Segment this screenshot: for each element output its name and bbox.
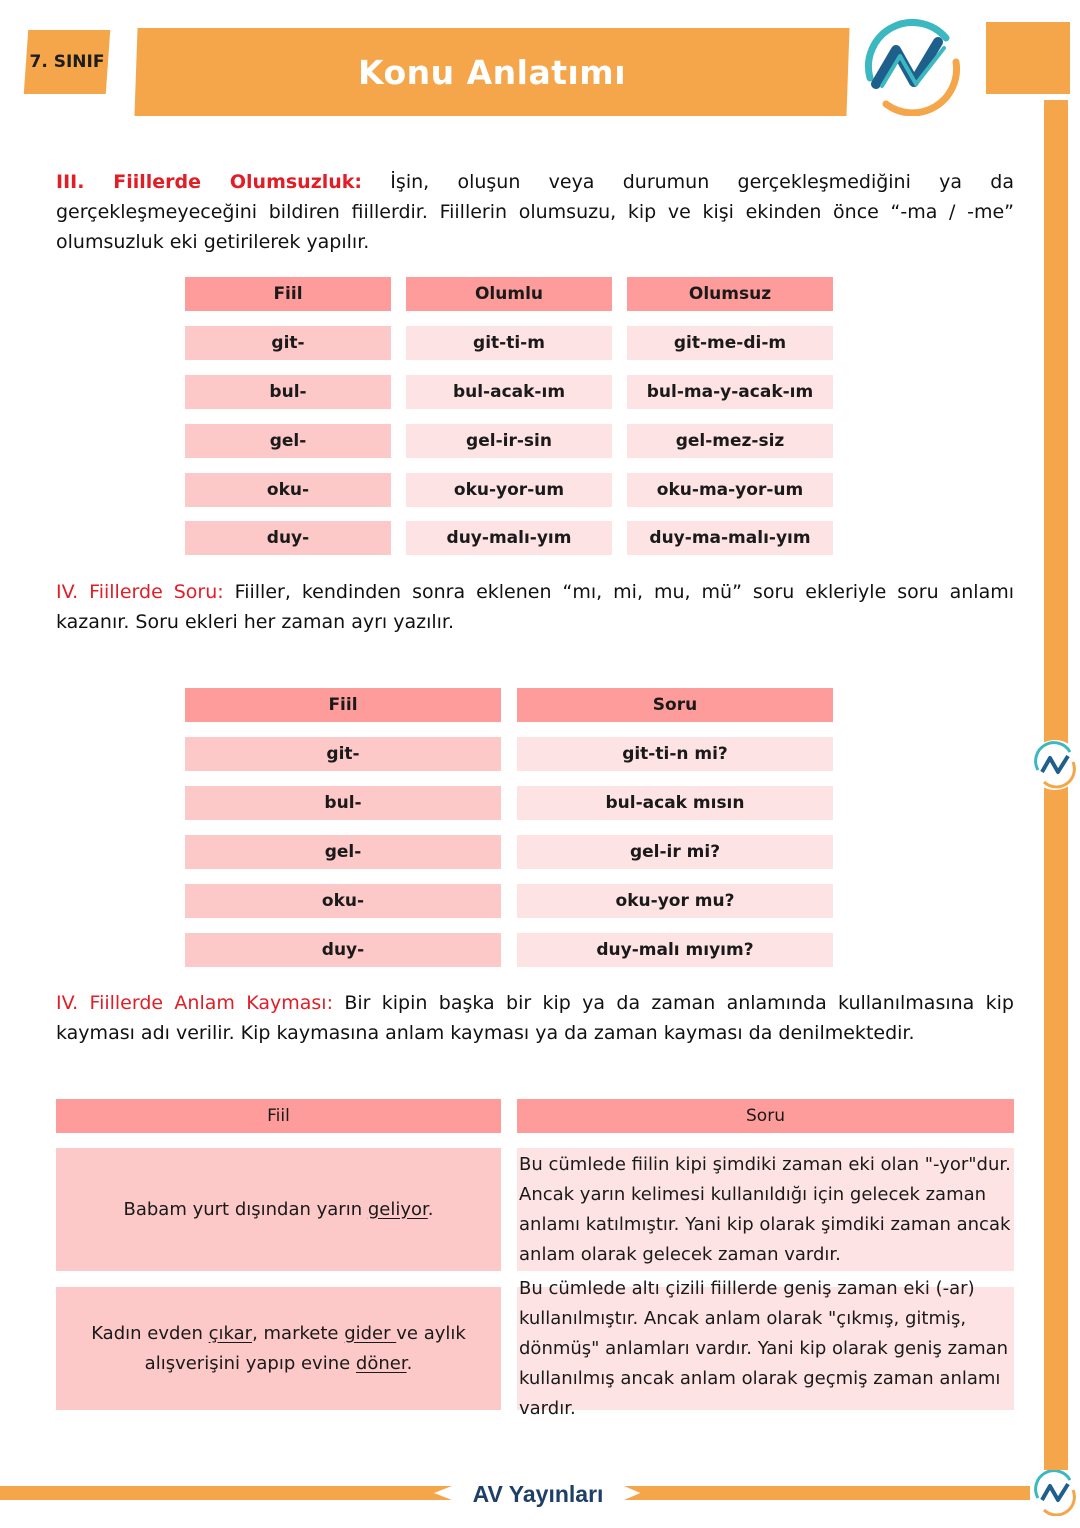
sentence-text: . xyxy=(406,1352,413,1374)
table-header: Fiil xyxy=(185,688,501,722)
footer-left-bar xyxy=(0,1486,452,1500)
table-cell: git- xyxy=(185,737,501,771)
section-anlam-kaymasi-heading: IV. Fiillerde Anlam Kayması: xyxy=(56,992,333,1014)
table-cell: git-ti-n mi? xyxy=(517,737,833,771)
section-anlam-kaymasi-body: Bir kipin başka bir kip ya da zaman anlamında kullanılmasına kip kayması adı verilir. Kip kaymasına anlam kayması ya da zaman kayması da denilmektedir. xyxy=(56,992,1014,1044)
corner-decoration xyxy=(986,22,1070,94)
explanation-2: Bu cümlede altı çizili fiillerde geniş zaman eki (-ar) kullanılmıştır. Ancak anlam olarak "çıkmış, gitmiş, dönmüş" anlamları vardır. Yani kip olarak geniş zaman kullanılmış ancak anlam olarak geçmiş zaman anlamı vardır. xyxy=(517,1287,1014,1410)
section-olumsuzluk-body: İşin, oluşun veya durumun gerçekleşmediğini ya da gerçekleşmeyeceğini bildiren fiillerdir. Fiillerin olumsuzu, kip ve kişi ekinden önce “-ma / -me” olumsuzluk eki getirilerek yapılır. xyxy=(56,171,1015,253)
section-soru-heading: IV. Fiillerde Soru: xyxy=(56,581,224,603)
table-cell: git- xyxy=(185,326,391,360)
table-cell: gel- xyxy=(185,835,501,869)
table-cell: oku-yor-um xyxy=(406,473,612,507)
table-header: Soru xyxy=(517,1099,1014,1133)
table-header: Olumsuz xyxy=(627,277,833,311)
table-cell: bul- xyxy=(185,786,501,820)
table-cell: oku-yor mu? xyxy=(517,884,833,918)
publisher-name: AV Yayınları xyxy=(472,1480,604,1507)
footer-av-logo-icon xyxy=(1030,1470,1080,1516)
underlined-verb: çıkar xyxy=(208,1322,253,1344)
table-cell: duy-ma-malı-yım xyxy=(627,521,833,555)
section-soru-text xyxy=(56,577,1014,637)
table-cell: duy- xyxy=(185,521,391,555)
table-header: Fiil xyxy=(56,1099,501,1133)
footer-right-bar xyxy=(624,1486,1030,1500)
table-cell: oku-ma-yor-um xyxy=(627,473,833,507)
table-cell: oku- xyxy=(185,473,391,507)
table-cell: git-me-di-m xyxy=(627,326,833,360)
section-olumsuzluk-text xyxy=(56,167,1014,257)
table-header: Olumlu xyxy=(406,277,612,311)
sentence-text: . xyxy=(427,1198,434,1220)
section-olumsuzluk-heading: III. Fiillerde Olumsuzluk: xyxy=(56,171,363,193)
example-sentence-2 xyxy=(56,1287,501,1410)
sentence-text: , markete xyxy=(252,1322,345,1344)
table-cell: gel-ir mi? xyxy=(517,835,833,869)
underlined-verb: gider xyxy=(344,1322,397,1344)
page-title: Konu Anlatımı xyxy=(357,52,627,92)
section-soru-body: Fiiller, kendinden sonra eklenen “mı, mi, mu, mü” soru ekleriyle soru anlamı kazanır. Soru ekleri her zaman ayrı yazılır. xyxy=(56,581,1014,633)
table-cell: oku- xyxy=(185,884,501,918)
table-cell: duy-malı mıyım? xyxy=(517,933,833,967)
table-cell: git-ti-m xyxy=(406,326,612,360)
grade-label: 7. SINIF xyxy=(29,52,105,72)
table-header: Soru xyxy=(517,688,833,722)
section-anlam-kaymasi-text xyxy=(56,988,1014,1048)
sentence-text: Babam yurt dışından yarın xyxy=(123,1198,368,1220)
table-cell: gel- xyxy=(185,424,391,458)
table-cell: gel-mez-siz xyxy=(627,424,833,458)
example-sentence-1 xyxy=(56,1148,501,1271)
table-cell: duy-malı-yım xyxy=(406,521,612,555)
av-logo-icon xyxy=(852,12,968,116)
table-cell: bul- xyxy=(185,375,391,409)
sentence-text: ve aylık alışverişini yapıp evine xyxy=(144,1322,466,1374)
table-cell: bul-ma-y-acak-ım xyxy=(627,375,833,409)
table-cell: gel-ir-sin xyxy=(406,424,612,458)
underlined-verb: geliyor xyxy=(367,1198,428,1220)
sentence-text: Kadın evden xyxy=(91,1322,209,1344)
table-header: Fiil xyxy=(185,277,391,311)
explanation-1: Bu cümlede fiilin kipi şimdiki zaman eki olan "-yor"dur. Ancak yarın kelimesi kullanıldığı için gelecek zaman anlamı katılmıştır. Yani kip olarak şimdiki zaman ancak anlam olarak gelecek zaman vardır. xyxy=(517,1148,1014,1271)
table-cell: bul-acak-ım xyxy=(406,375,612,409)
table-cell: bul-acak mısın xyxy=(517,786,833,820)
underlined-verb: döner xyxy=(355,1352,407,1374)
side-av-logo-icon xyxy=(1030,740,1080,790)
table-cell: duy- xyxy=(185,933,501,967)
